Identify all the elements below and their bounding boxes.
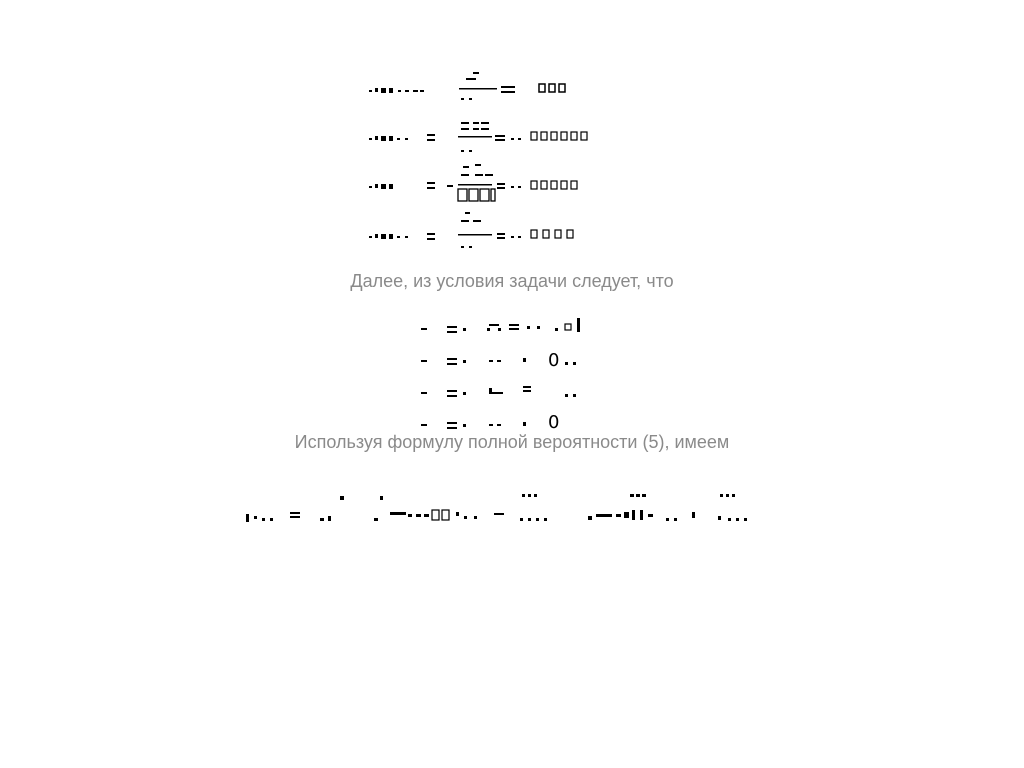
formula-block-priors (365, 66, 605, 256)
text-after-formulas: Далее, из условия задачи следует, что (350, 271, 674, 291)
formula-line-1 (369, 72, 565, 100)
formula-line-8 (421, 412, 559, 433)
formula-line-3 (369, 164, 577, 201)
svg-text:0: 0 (548, 412, 560, 433)
formula-line-5 (421, 318, 580, 333)
formula-line-4 (369, 212, 573, 248)
formula-line-9 (246, 494, 747, 522)
formula-block-total-probability (244, 488, 764, 532)
text-total-probability: Используя формулу полной вероятности (5), имеем (294, 432, 730, 452)
svg-text:0: 0 (548, 350, 560, 371)
formula-block-conditionals (415, 314, 615, 434)
formula-line-6 (421, 350, 576, 371)
formula-line-2 (369, 122, 587, 152)
formula-line-7 (421, 386, 576, 397)
